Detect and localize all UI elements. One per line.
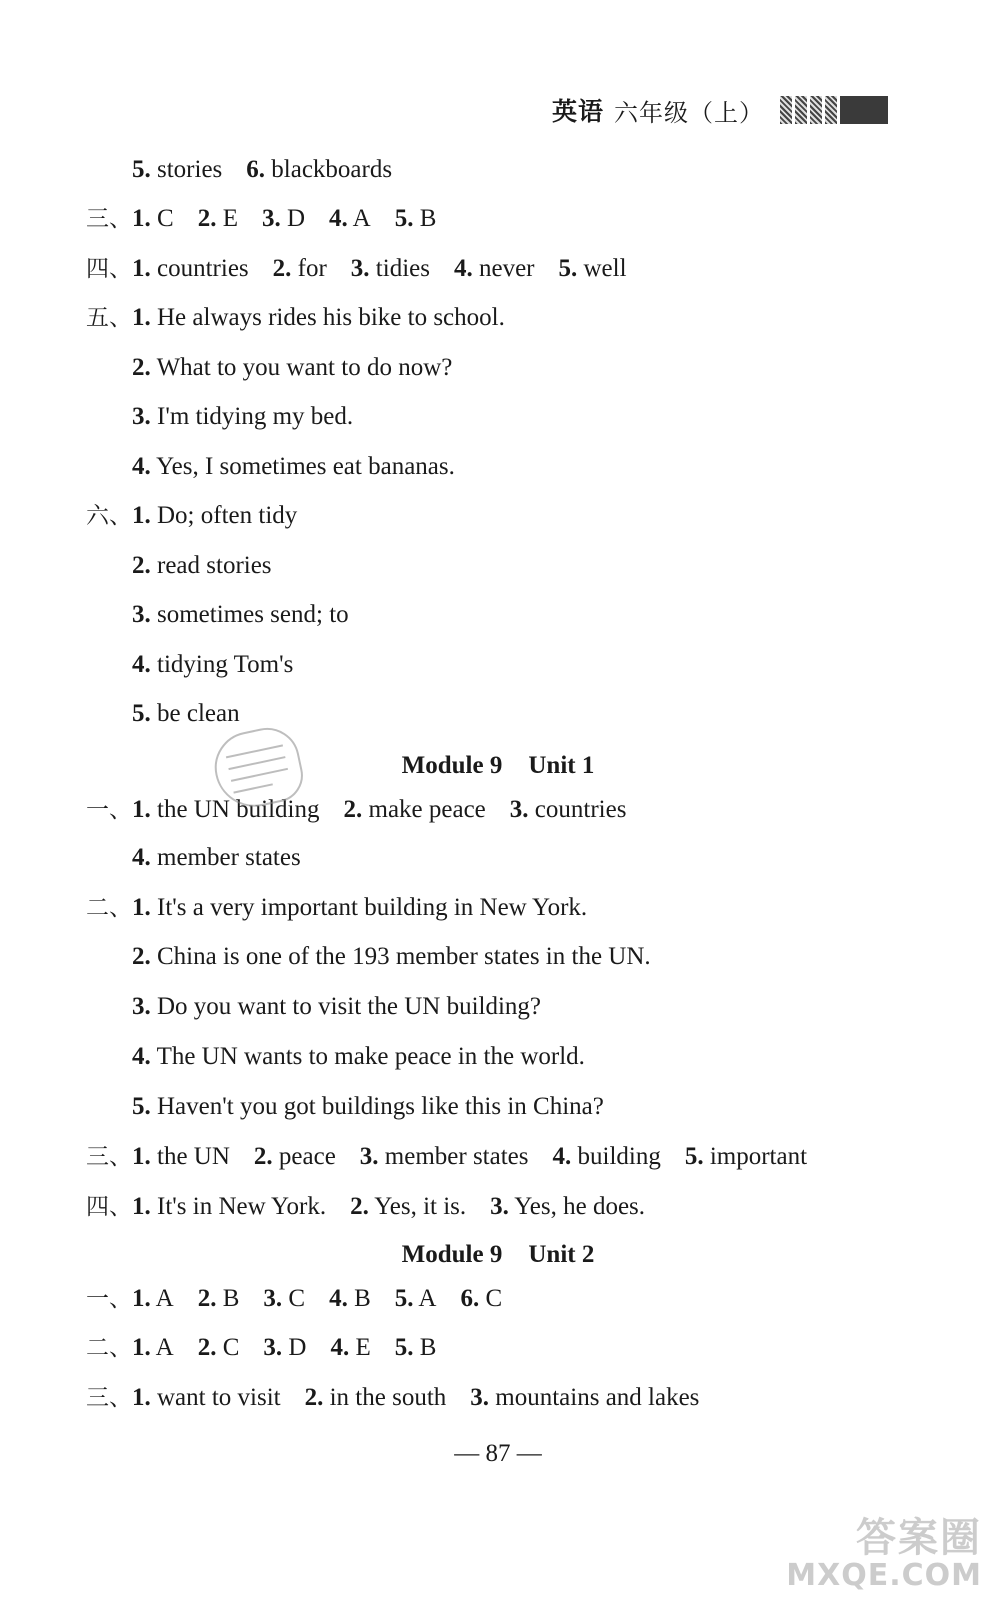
answer-line: [132, 348, 452, 388]
item-number: 4.: [552, 1143, 572, 1170]
answer-text: for: [297, 255, 327, 282]
answer-line: [86, 1279, 502, 1319]
answer-text: the UN: [157, 1143, 230, 1170]
answer-text: member states: [384, 1143, 529, 1170]
item-number: 6.: [460, 1285, 480, 1312]
item-number: 2.: [197, 205, 217, 232]
item-number: 5.: [132, 156, 151, 183]
item-number: 4.: [132, 453, 151, 480]
answer-text: blackboards: [271, 156, 393, 183]
watermark-url: MXQE.COM: [786, 1558, 982, 1593]
heading-unit: Unit 2: [528, 1241, 595, 1268]
item-number: 3.: [350, 255, 370, 282]
answer-text: member states: [157, 844, 301, 871]
item-number: 2.: [197, 1334, 217, 1361]
answer-line: [86, 298, 505, 338]
answer-text: sometimes send; to: [157, 601, 349, 628]
answer-line: [132, 645, 293, 685]
answer-text: never: [478, 255, 535, 282]
answer-text: the UN building: [157, 796, 320, 823]
heading-unit: Unit 1: [528, 752, 595, 779]
answer-text: B: [419, 205, 437, 232]
answer-text: China is one of the 193 member states in the UN.: [157, 943, 651, 970]
item-number: 1.: [132, 304, 151, 331]
section-marker: 一、: [86, 1286, 132, 1312]
answer-text: Haven't you got buildings like this in China?: [157, 1093, 604, 1120]
item-number: 2.: [272, 255, 292, 282]
section-marker: 四、: [86, 1194, 132, 1220]
item-number: 3.: [263, 1334, 283, 1361]
item-number: 5.: [558, 255, 578, 282]
module-heading: [0, 746, 996, 786]
answer-text: mountains and lakes: [495, 1384, 700, 1411]
section-marker: 三、: [86, 1144, 132, 1170]
item-number: 2.: [132, 552, 151, 579]
answer-line: [132, 987, 541, 1027]
answer-text: The UN wants to make peace in the world.: [156, 1043, 585, 1070]
item-number: 4.: [132, 844, 151, 871]
module-heading: [0, 1235, 996, 1275]
answer-text: D: [286, 205, 306, 232]
answer-line: [86, 249, 627, 289]
answer-text: Do you want to visit the UN building?: [157, 993, 541, 1020]
answer-line: [86, 888, 587, 928]
answer-text: Do; often tidy: [157, 502, 298, 529]
answer-text: A: [155, 1285, 174, 1312]
heading-module: Module 9: [401, 1241, 503, 1268]
answer-line: [132, 546, 272, 586]
answer-text: want to visit: [157, 1384, 281, 1411]
answer-text: in the south: [329, 1384, 447, 1411]
item-number: 1.: [132, 1143, 151, 1170]
item-number: 1.: [132, 255, 151, 282]
item-number: 1.: [132, 1334, 151, 1361]
watermark-mark: 答案圈: [856, 1515, 982, 1561]
answer-line: [132, 1087, 604, 1127]
item-number: 6.: [246, 156, 266, 183]
answer-text: tidies: [375, 255, 430, 282]
item-number: 2.: [132, 943, 151, 970]
answer-text: building: [577, 1143, 661, 1170]
answer-text: E: [355, 1334, 371, 1361]
answer-line: [86, 1137, 807, 1177]
item-number: 3.: [470, 1384, 490, 1411]
answer-text: B: [419, 1334, 437, 1361]
section-marker: 一、: [86, 797, 132, 823]
answer-text: be clean: [157, 700, 240, 727]
answer-text: countries: [534, 796, 627, 823]
answer-line: [132, 595, 349, 635]
item-number: 1.: [132, 796, 151, 823]
item-number: 3.: [132, 993, 151, 1020]
item-number: 4.: [329, 1285, 348, 1312]
item-number: 5.: [394, 205, 414, 232]
answer-line: [86, 1378, 699, 1418]
answer-line: [132, 150, 392, 190]
item-number: 4.: [330, 1334, 350, 1361]
answer-text: countries: [157, 255, 249, 282]
item-number: 3.: [261, 205, 281, 232]
answer-text: He always rides his bike to school.: [157, 304, 505, 331]
answer-text: It's in New York.: [157, 1193, 327, 1220]
answer-text: Yes, he does.: [514, 1193, 646, 1220]
answer-text: I'm tidying my bed.: [157, 403, 354, 430]
item-number: 2.: [132, 354, 151, 381]
section-marker: 四、: [86, 256, 132, 282]
item-number: 4.: [132, 1043, 151, 1070]
answer-text: B: [222, 1285, 240, 1312]
heading-module: Module 9: [401, 752, 503, 779]
answer-text: A: [155, 1334, 174, 1361]
answer-line: [132, 447, 455, 487]
item-number: 4.: [132, 651, 151, 678]
item-number: 2.: [197, 1285, 217, 1312]
item-number: 3.: [490, 1193, 509, 1220]
item-number: 2.: [253, 1143, 273, 1170]
answer-line: [132, 397, 353, 437]
answer-text: well: [583, 255, 627, 282]
item-number: 3.: [359, 1143, 379, 1170]
answer-text: E: [222, 205, 238, 232]
answer-text: important: [709, 1143, 808, 1170]
answer-line: [86, 790, 626, 830]
answer-line: [132, 694, 240, 734]
answer-line: [132, 1037, 585, 1077]
answer-text: What to you want to do now?: [156, 354, 453, 381]
answer-line: [86, 1328, 436, 1368]
answer-text: read stories: [157, 552, 272, 579]
item-number: 3.: [132, 403, 151, 430]
item-number: 5.: [684, 1143, 704, 1170]
answer-text: peace: [278, 1143, 336, 1170]
header-decoration: [780, 96, 888, 124]
answer-text: It's a very important building in New York.: [157, 894, 588, 921]
item-number: 4.: [453, 255, 473, 282]
item-number: 2.: [350, 1193, 369, 1220]
section-marker: 三、: [86, 206, 132, 232]
answer-text: A: [418, 1285, 437, 1312]
answer-text: C: [288, 1285, 306, 1312]
item-number: 3.: [132, 601, 151, 628]
answer-line: [86, 199, 436, 239]
answer-text: C: [222, 1334, 240, 1361]
item-number: 1.: [132, 1193, 151, 1220]
item-number: 2.: [304, 1384, 324, 1411]
answer-text: stories: [157, 156, 223, 183]
header-subject: 英语: [551, 97, 604, 126]
section-marker: 五、: [86, 305, 132, 331]
answer-line: [86, 496, 297, 536]
answer-line: [132, 838, 301, 878]
answer-text: Yes, I sometimes eat bananas.: [156, 453, 455, 480]
answer-text: C: [485, 1285, 503, 1312]
item-number: 5.: [132, 700, 151, 727]
answer-text: tidying Tom's: [157, 651, 294, 678]
watermark-logo: [786, 1516, 982, 1592]
item-number: 1.: [132, 1384, 151, 1411]
item-number: 4.: [329, 205, 348, 232]
section-marker: 二、: [86, 895, 132, 921]
answer-line: [132, 937, 651, 977]
item-number: 1.: [132, 894, 151, 921]
page-header: [552, 92, 888, 128]
answer-text: make peace: [368, 796, 486, 823]
answer-text: D: [288, 1334, 307, 1361]
answer-text: C: [157, 205, 174, 232]
answer-line: [86, 1187, 645, 1227]
item-number: 5.: [394, 1334, 414, 1361]
section-marker: 三、: [86, 1385, 132, 1411]
page-number: — 87 —: [454, 1440, 542, 1467]
section-marker: 六、: [86, 503, 132, 529]
section-marker: 二、: [86, 1335, 132, 1361]
answer-text: B: [354, 1285, 371, 1312]
item-number: 2.: [343, 796, 363, 823]
item-number: 5.: [132, 1093, 151, 1120]
item-number: 3.: [263, 1285, 283, 1312]
item-number: 1.: [132, 205, 151, 232]
item-number: 1.: [132, 502, 151, 529]
header-grade: 六年级（上）: [614, 98, 764, 127]
item-number: 1.: [132, 1285, 151, 1312]
item-number: 3.: [509, 796, 529, 823]
answer-text: A: [352, 205, 371, 232]
item-number: 5.: [394, 1285, 414, 1312]
answer-text: Yes, it is.: [374, 1193, 467, 1220]
